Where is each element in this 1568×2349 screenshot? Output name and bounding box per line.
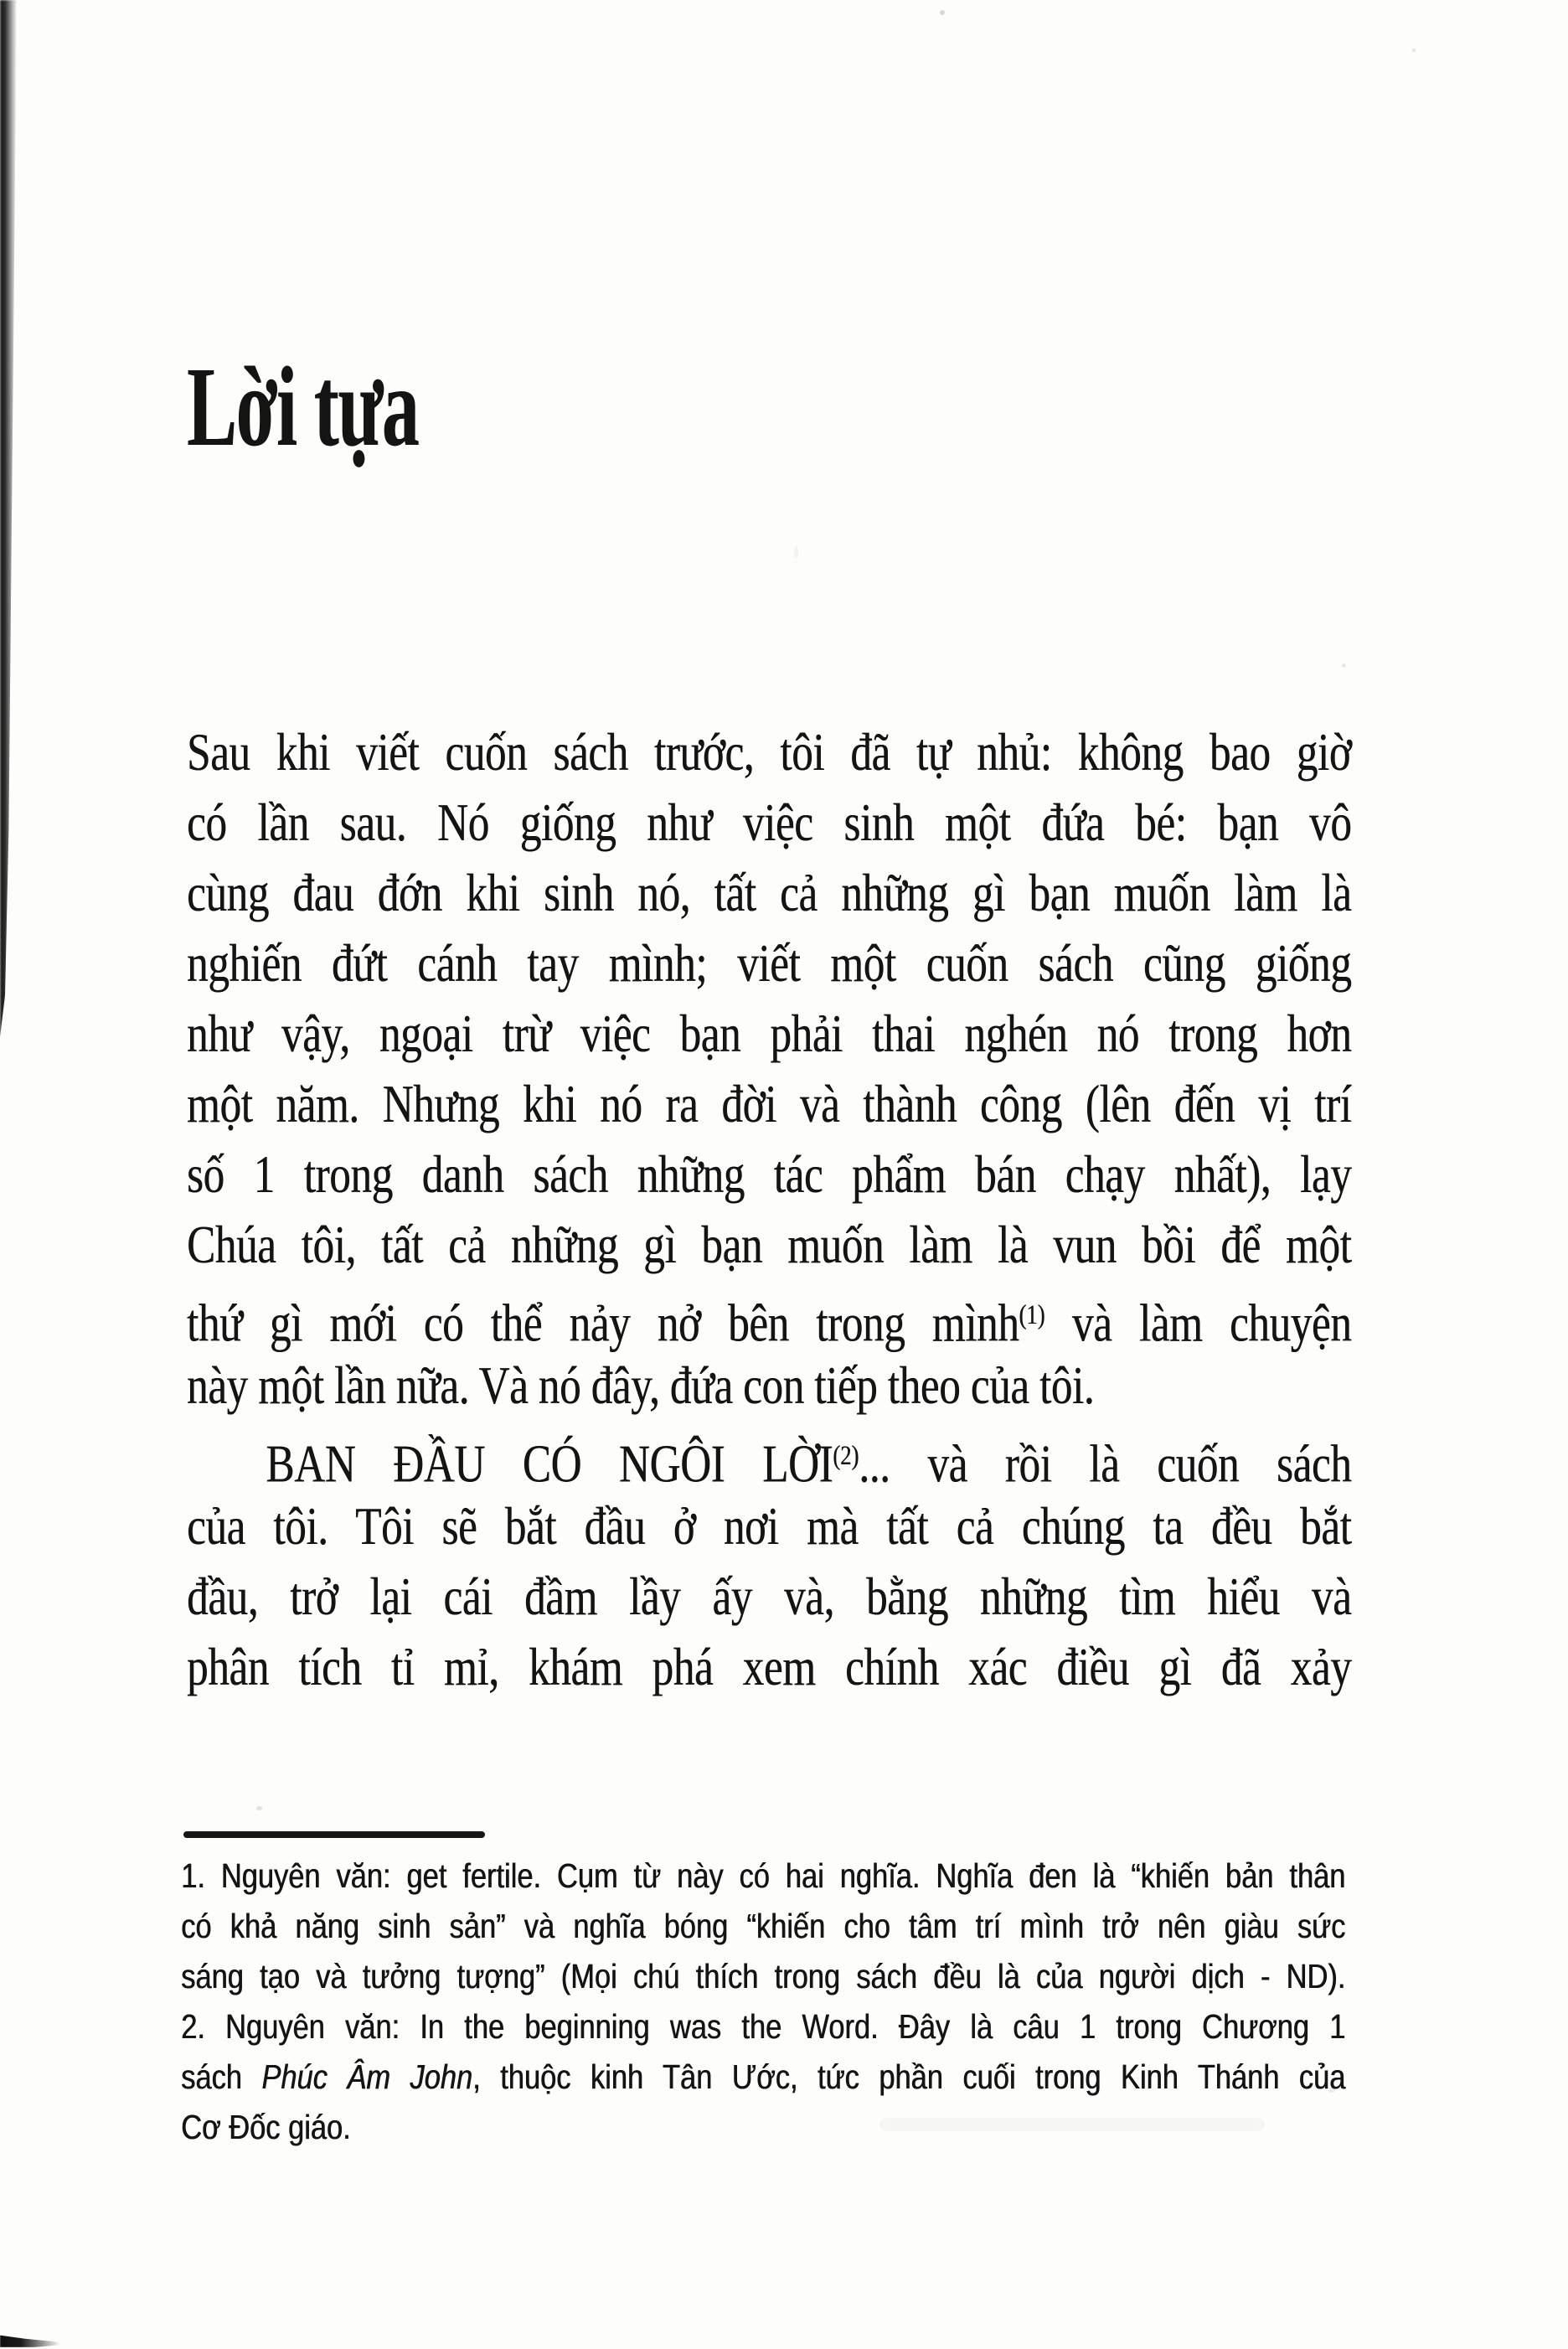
page-title: Lời tựa [187, 344, 419, 470]
text-line [181, 1851, 1345, 1901]
text-segment: Cơ Đốc giáo. [181, 2108, 351, 2146]
body-text [187, 717, 1351, 1702]
footnote-reference-marker: (1) [1019, 1299, 1045, 1330]
text-line [187, 1562, 1351, 1632]
text-segment: một năm. Nhưng khi nó ra đời và thành công (lên đến vị trí [187, 1074, 1352, 1133]
footnotes-block [181, 1851, 1345, 2152]
scan-speck [794, 546, 798, 558]
text-segment: BAN ĐẦU CÓ NGÔI LỜI [266, 1433, 833, 1494]
text-segment: có lần sau. Nó giống như việc sinh một đứa bé: bạn vô [187, 792, 1352, 852]
text-line [187, 1350, 1351, 1421]
text-line [181, 2052, 1345, 2102]
text-segment: thứ gì mới có thể nảy nở bên trong mình [187, 1293, 1019, 1353]
text-line [187, 999, 1351, 1069]
text-segment: 2. Nguyên văn: In the beginning was the Word. Đây là câu 1 trong Chương 1 [181, 2007, 1346, 2046]
footnote-separator-rule [183, 1831, 485, 1838]
text-segment: số 1 trong danh sách những tác phẩm bán chạy nhất), lạy [187, 1144, 1352, 1204]
text-segment: ... và rồi là cuốn sách [859, 1433, 1352, 1494]
text-segment: Chúa tôi, tất cả những gì bạn muốn làm là vun bồi để một [187, 1215, 1352, 1274]
scan-speck [1342, 663, 1346, 668]
text-segment: như vậy, ngoại trừ việc bạn phải thai nghén nó trong hơn [187, 1004, 1352, 1063]
text-segment: 1. Nguyên văn: get fertile. Cụm từ này có hai nghĩa. Nghĩa đen là “khiến bản thân [181, 1856, 1346, 1895]
text-line [187, 1139, 1351, 1210]
text-line [187, 1491, 1351, 1562]
text-line [187, 1632, 1351, 1702]
text-line [187, 1210, 1351, 1280]
text-segment: này một lần nữa. Và nó đây, đứa con tiếp theo của tôi. [187, 1355, 1095, 1415]
text-segment: sáng tạo và tưởng tượng” (Mọi chú thích trong sách đều là của người dịch - ND). [181, 1957, 1346, 1995]
text-line [181, 1901, 1345, 1951]
text-segment: Phúc Âm John [261, 2057, 472, 2096]
text-line [187, 1280, 1352, 1353]
text-line [181, 1951, 1345, 2001]
text-segment: cùng đau đớn khi sinh nó, tất cả những gì bạn muốn làm là [187, 863, 1352, 922]
scan-speck [1412, 49, 1416, 52]
scan-speck [256, 1806, 262, 1810]
text-segment: phân tích tỉ mỉ, khám phá xem chính xác điều gì đã xảy [187, 1637, 1352, 1696]
text-segment: , thuộc kinh Tân Ước, tức phần cuối trong Kinh Thánh của [472, 2057, 1346, 2096]
text-segment: sách [181, 2057, 262, 2096]
footnote-reference-marker: (2) [833, 1440, 859, 1471]
text-segment: đầu, trở lại cái đầm lầy ấy và, bằng những tìm hiểu và [187, 1567, 1352, 1626]
page-corner-shadow [0, 2334, 60, 2347]
book-spine-shadow [0, 0, 17, 1037]
text-segment: của tôi. Tôi sẽ bắt đầu ở nơi mà tất cả chúng ta đều bắt [187, 1496, 1352, 1556]
text-segment: Sau khi viết cuốn sách trước, tôi đã tự nhủ: không bao giờ [187, 722, 1352, 782]
text-line [181, 2001, 1345, 2052]
text-line [187, 717, 1351, 787]
text-line [187, 787, 1351, 858]
text-line [187, 1069, 1351, 1139]
scan-speck [940, 10, 945, 15]
text-segment: và làm chuyện [1044, 1293, 1352, 1353]
text-line [187, 928, 1351, 999]
text-segment: có khả năng sinh sản” và nghĩa bóng “khiến cho tâm trí mình trở nên giàu sức [181, 1907, 1346, 1945]
scan-speck [1328, 2088, 1335, 2093]
text-line [187, 1421, 1352, 1494]
text-line [187, 858, 1351, 928]
text-segment: nghiến đứt cánh tay mình; viết một cuốn sách cũng giống [187, 933, 1352, 993]
scan-speck [879, 2118, 1265, 2131]
scan-speck [637, 973, 641, 978]
